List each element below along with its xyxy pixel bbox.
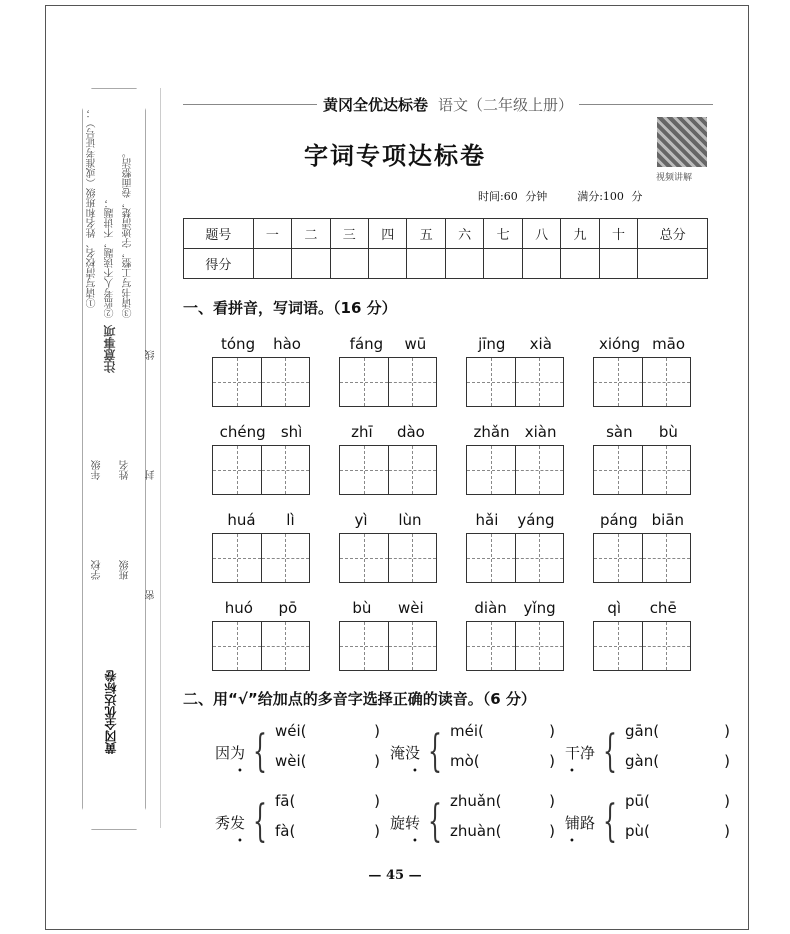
- pinyin-syllable: chē: [649, 599, 677, 617]
- writing-cell[interactable]: [467, 446, 516, 494]
- pinyin: [466, 335, 564, 357]
- option-pinyin: wéi(: [275, 722, 307, 740]
- writing-cell[interactable]: [213, 534, 262, 582]
- pinyin-syllable: hào: [273, 335, 301, 353]
- options: [625, 722, 730, 782]
- word-grid: [339, 335, 437, 407]
- word-text: 旋转: [390, 813, 421, 832]
- pinyin: [593, 511, 691, 533]
- option-pinyin: wèi(: [275, 752, 307, 770]
- score-cell[interactable]: [484, 249, 522, 279]
- word-grid: [466, 511, 564, 583]
- writing-cell[interactable]: [594, 622, 643, 670]
- pinyin-syllable: bù: [658, 423, 678, 441]
- answer-paren[interactable]: ): [724, 752, 730, 770]
- score-cell[interactable]: [445, 249, 483, 279]
- brace: {: [253, 796, 268, 847]
- question-number-cell: 总分: [638, 219, 708, 249]
- writing-cell[interactable]: [213, 622, 262, 670]
- writing-boxes[interactable]: [593, 445, 691, 495]
- pinyin: [466, 511, 564, 533]
- answer-paren[interactable]: ): [549, 822, 555, 840]
- pinyin-syllable: xià: [529, 335, 552, 353]
- writing-cell[interactable]: [516, 534, 564, 582]
- word-grid: [339, 423, 437, 495]
- pinyin-syllable: huó: [224, 599, 253, 617]
- pinyin: [593, 599, 691, 621]
- pinyin-syllable: māo: [652, 335, 686, 353]
- option-row[interactable]: [450, 722, 555, 752]
- pinyin: [212, 335, 310, 357]
- polyphone-item: [565, 722, 730, 782]
- pinyin-syllable: bù: [352, 599, 372, 617]
- score-cell[interactable]: [330, 249, 368, 279]
- option-row[interactable]: [450, 792, 555, 822]
- question-number-cell: 二: [292, 219, 330, 249]
- score-table: [183, 218, 708, 279]
- pinyin-syllable: yáng: [517, 511, 555, 529]
- pinyin-syllable: zhǎn: [473, 423, 510, 441]
- writing-boxes[interactable]: [593, 533, 691, 583]
- answer-paren[interactable]: ): [374, 722, 380, 740]
- writing-cell[interactable]: [643, 534, 691, 582]
- question-number-cell: 十: [599, 219, 637, 249]
- word: [215, 812, 246, 847]
- writing-cell[interactable]: [389, 622, 437, 670]
- writing-cell[interactable]: [594, 446, 643, 494]
- question-number-cell: 四: [369, 219, 407, 249]
- option-row[interactable]: [275, 722, 380, 752]
- pinyin-syllable: lì: [286, 511, 295, 529]
- question-number-cell: 七: [484, 219, 522, 249]
- emphasis-dot: •: [569, 835, 575, 847]
- option-row[interactable]: [275, 822, 380, 852]
- pinyin: [466, 423, 564, 445]
- pinyin-syllable: lùn: [398, 511, 422, 529]
- polyphone-item: [565, 792, 730, 852]
- writing-cell[interactable]: [389, 446, 437, 494]
- writing-cell[interactable]: [213, 446, 262, 494]
- writing-boxes[interactable]: [339, 445, 437, 495]
- answer-paren[interactable]: ): [549, 752, 555, 770]
- pinyin-syllable: tóng: [221, 335, 256, 353]
- seal-mi: 密: [146, 590, 157, 600]
- score-cell[interactable]: [599, 249, 637, 279]
- writing-boxes[interactable]: [466, 533, 564, 583]
- question-number-cell: 五: [407, 219, 445, 249]
- option-row[interactable]: [625, 722, 730, 752]
- score-cell[interactable]: [292, 249, 330, 279]
- option-row[interactable]: [275, 752, 380, 782]
- writing-cell[interactable]: [340, 534, 389, 582]
- word-text: 因为: [215, 743, 246, 762]
- option-pinyin: gàn(: [625, 752, 660, 770]
- word-text: 秀发: [215, 813, 246, 832]
- qr-label: 视频讲解: [656, 173, 693, 183]
- options: [275, 792, 380, 852]
- word: [565, 742, 596, 777]
- option-pinyin: pù(: [625, 822, 650, 840]
- answer-paren[interactable]: ): [724, 792, 730, 810]
- option-row[interactable]: [275, 792, 380, 822]
- writing-cell[interactable]: [262, 446, 310, 494]
- writing-cell[interactable]: [340, 358, 389, 406]
- header-brand: 黄冈全优达标卷: [322, 96, 428, 114]
- question-number-cell: 六: [445, 219, 483, 249]
- writing-boxes[interactable]: [212, 621, 310, 671]
- pinyin-syllable: sàn: [606, 423, 633, 441]
- word-grid: [466, 335, 564, 407]
- writing-cell[interactable]: [643, 622, 691, 670]
- pinyin-syllable: zhī: [351, 423, 373, 441]
- pinyin: [212, 511, 310, 533]
- score-label-cell: 得分: [184, 249, 254, 279]
- polyphone-item: [390, 722, 555, 782]
- word-grid: [593, 335, 691, 407]
- score-cell[interactable]: [407, 249, 445, 279]
- writing-boxes[interactable]: [212, 445, 310, 495]
- notice-1: ①请写清校名、姓名和班级（或准考证号）；: [87, 108, 98, 308]
- score-cell[interactable]: [369, 249, 407, 279]
- pinyin-syllable: xióng: [598, 335, 641, 353]
- pinyin-syllable: dào: [396, 423, 425, 441]
- pinyin-syllable: fáng: [349, 335, 384, 353]
- question-number-cell: 三: [330, 219, 368, 249]
- pinyin-syllable: biān: [651, 511, 685, 529]
- brace: {: [428, 726, 443, 777]
- pinyin-syllable: chéng: [219, 423, 266, 441]
- word-grid: [212, 599, 310, 671]
- writing-cell[interactable]: [594, 534, 643, 582]
- brace: {: [603, 796, 618, 847]
- polyphone-item: [215, 722, 380, 782]
- option-pinyin: zhuǎn(: [450, 792, 502, 810]
- options: [450, 792, 555, 852]
- word-grid: [466, 423, 564, 495]
- pinyin-syllable: hǎi: [475, 511, 499, 529]
- exam-meta: [478, 188, 642, 204]
- header-rule: [579, 104, 713, 105]
- option-row[interactable]: [450, 752, 555, 782]
- pinyin-syllable: huá: [227, 511, 256, 529]
- answer-paren[interactable]: ): [724, 722, 730, 740]
- notice-3: ③请书写工整，字迹清楚，卷面整洁。: [123, 148, 134, 318]
- writing-cell[interactable]: [340, 446, 389, 494]
- pinyin-syllable: wèi: [397, 599, 424, 617]
- word-text: 干净: [565, 743, 596, 762]
- word-text: 淹没: [390, 743, 421, 762]
- writing-boxes[interactable]: [593, 357, 691, 407]
- word: [390, 812, 421, 847]
- option-row[interactable]: [625, 752, 730, 782]
- emphasis-dot: •: [237, 765, 243, 777]
- header-subject: 语文（二年级上册）: [438, 96, 574, 114]
- option-pinyin: pū(: [625, 792, 650, 810]
- word-grid: [593, 511, 691, 583]
- q2-title: 二、用“√”给加点的多音字选择正确的读音。（6 分）: [183, 690, 536, 708]
- pinyin-syllable: diàn: [474, 599, 507, 617]
- writing-cell[interactable]: [643, 358, 691, 406]
- emphasis-dot: •: [569, 765, 575, 777]
- pinyin-syllable: yǐng: [523, 599, 556, 617]
- notice-title: 注意事项: [103, 325, 117, 373]
- score-cell[interactable]: [522, 249, 560, 279]
- word: [565, 812, 596, 847]
- word-grid: [339, 599, 437, 671]
- score-cell[interactable]: [638, 249, 708, 279]
- writing-cell[interactable]: [262, 358, 310, 406]
- pinyin: [339, 335, 437, 357]
- pinyin: [339, 511, 437, 533]
- word-grid: [212, 335, 310, 407]
- writing-cell[interactable]: [389, 358, 437, 406]
- writing-cell[interactable]: [340, 622, 389, 670]
- word-grid: [339, 511, 437, 583]
- pinyin: [593, 423, 691, 445]
- emphasis-dot: •: [412, 835, 418, 847]
- brace: {: [603, 726, 618, 777]
- field-school: 学校: [92, 560, 103, 580]
- writing-boxes[interactable]: [212, 533, 310, 583]
- pinyin-syllable: wū: [404, 335, 427, 353]
- option-pinyin: mò(: [450, 752, 480, 770]
- writing-cell[interactable]: [467, 622, 516, 670]
- word-text: 铺路: [565, 813, 596, 832]
- option-row[interactable]: [450, 822, 555, 852]
- score-cell[interactable]: [561, 249, 599, 279]
- pinyin: [339, 599, 437, 621]
- writing-cell[interactable]: [643, 446, 691, 494]
- page-title: 字词专项达标卷: [304, 141, 486, 170]
- answer-paren[interactable]: ): [549, 722, 555, 740]
- question-number-cell: 一: [253, 219, 291, 249]
- writing-boxes[interactable]: [593, 621, 691, 671]
- writing-cell[interactable]: [594, 358, 643, 406]
- word: [390, 742, 421, 777]
- seal-feng: 封: [146, 470, 157, 480]
- writing-boxes[interactable]: [339, 357, 437, 407]
- answer-paren[interactable]: ): [374, 752, 380, 770]
- seal-xian: 线: [146, 350, 157, 360]
- notice-2: ②监考人不读题，不讲题；: [105, 198, 116, 318]
- writing-cell[interactable]: [262, 622, 310, 670]
- brace: {: [253, 726, 268, 777]
- writing-boxes[interactable]: [339, 621, 437, 671]
- pinyin: [212, 423, 310, 445]
- pinyin-syllable: jīng: [478, 335, 506, 353]
- writing-cell[interactable]: [516, 622, 564, 670]
- polyphone-item: [390, 792, 555, 852]
- writing-cell[interactable]: [262, 534, 310, 582]
- writing-cell[interactable]: [213, 358, 262, 406]
- writing-cell[interactable]: [516, 446, 564, 494]
- sidebar-brand: 黄冈全优达标卷: [104, 670, 118, 754]
- options: [450, 722, 555, 782]
- question-number-cell: 八: [522, 219, 560, 249]
- word-grid: [212, 511, 310, 583]
- q1-title: 一、看拼音，写词语。（16 分）: [183, 299, 397, 317]
- page-number: — 45 —: [368, 868, 422, 883]
- qr-code[interactable]: [657, 117, 707, 167]
- answer-paren[interactable]: ): [549, 792, 555, 810]
- answer-paren[interactable]: ): [374, 822, 380, 840]
- word-grid: [466, 599, 564, 671]
- pinyin: [466, 599, 564, 621]
- question-number-cell: 九: [561, 219, 599, 249]
- writing-cell[interactable]: [467, 358, 516, 406]
- field-grade: 年级: [92, 460, 103, 480]
- option-row[interactable]: [625, 822, 730, 852]
- writing-cell[interactable]: [516, 358, 564, 406]
- emphasis-dot: •: [412, 765, 418, 777]
- option-row[interactable]: [625, 792, 730, 822]
- options: [625, 792, 730, 852]
- option-pinyin: gān(: [625, 722, 660, 740]
- writing-boxes[interactable]: [466, 445, 564, 495]
- pinyin-syllable: shì: [280, 423, 303, 441]
- word-grid: [212, 423, 310, 495]
- option-pinyin: fà(: [275, 822, 296, 840]
- writing-cell[interactable]: [467, 534, 516, 582]
- score-cell[interactable]: [253, 249, 291, 279]
- pinyin-syllable: yì: [354, 511, 368, 529]
- pinyin-syllable: xiàn: [524, 423, 557, 441]
- header-cell: 题号: [184, 219, 254, 249]
- field-name: 姓名: [120, 460, 131, 480]
- brace: {: [428, 796, 443, 847]
- word: [215, 742, 246, 777]
- option-pinyin: fā(: [275, 792, 296, 810]
- pinyin-syllable: pō: [278, 599, 298, 617]
- word-grid: [593, 423, 691, 495]
- word-grid: [593, 599, 691, 671]
- seal-line: [160, 88, 161, 828]
- emphasis-dot: •: [237, 835, 243, 847]
- writing-boxes[interactable]: [466, 357, 564, 407]
- pinyin: [593, 335, 691, 357]
- header: [183, 94, 713, 115]
- polyphone-item: [215, 792, 380, 852]
- writing-cell[interactable]: [389, 534, 437, 582]
- pinyin-syllable: qì: [607, 599, 622, 617]
- answer-paren[interactable]: ): [374, 792, 380, 810]
- pinyin: [212, 599, 310, 621]
- pinyin-syllable: páng: [599, 511, 638, 529]
- full-score: 满分:100 分: [577, 190, 643, 203]
- writing-boxes[interactable]: [339, 533, 437, 583]
- time-limit: 时间:60 分钟: [478, 190, 548, 203]
- options: [275, 722, 380, 782]
- writing-boxes[interactable]: [212, 357, 310, 407]
- field-class: 班级: [120, 560, 131, 580]
- writing-boxes[interactable]: [466, 621, 564, 671]
- option-pinyin: méi(: [450, 722, 484, 740]
- pinyin: [339, 423, 437, 445]
- option-pinyin: zhuàn(: [450, 822, 502, 840]
- header-rule: [183, 104, 317, 105]
- answer-paren[interactable]: ): [724, 822, 730, 840]
